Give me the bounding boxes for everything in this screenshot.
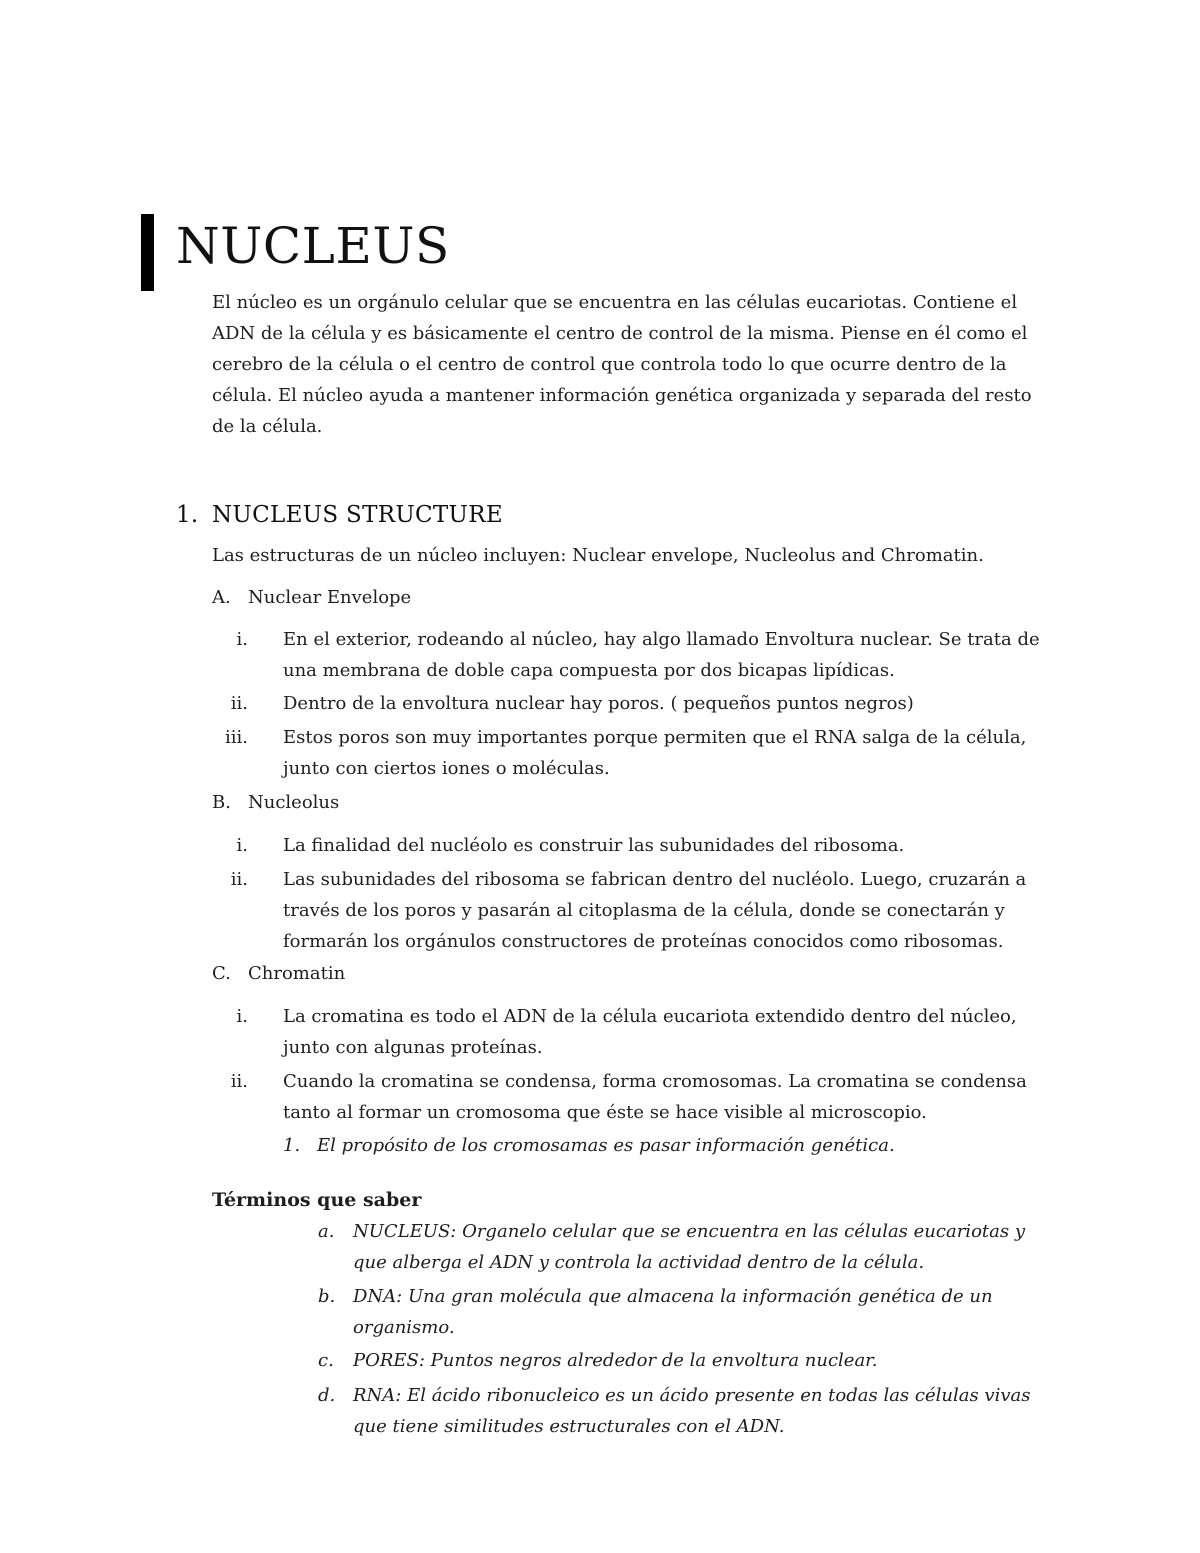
list-marker: ii. — [230, 693, 248, 714]
term-item — [318, 1345, 1038, 1376]
list-item-text: Las subunidades del ribosoma se fabrican dentro del nucléolo. Luego, cruzarán a través de los poros y pasarán al citoplasma de la célula, donde se conectarán y formarán los orgánulos constructores de proteínas conocidos como ribosomas. — [283, 869, 1027, 952]
list-marker: ii. — [230, 1071, 248, 1092]
subsection-letter: B. — [212, 792, 231, 813]
list-item-text: Estos poros son muy importantes porque permiten que el RNA salga de la célula, junto con ciertos iones o moléculas. — [283, 727, 1027, 779]
page-title: NUCLEUS — [176, 217, 450, 275]
section-heading — [176, 498, 503, 532]
list-marker: ii. — [230, 869, 248, 890]
list-item-text: Dentro de la envoltura nuclear hay poros. ( pequeños puntos negros) — [283, 693, 914, 714]
list-item — [220, 624, 1050, 686]
subsection-heading-nuclear-envelope — [212, 582, 411, 613]
term-marker: a. — [318, 1221, 335, 1242]
list-item — [220, 688, 1050, 719]
term-marker: c. — [318, 1350, 334, 1371]
list-marker: i. — [236, 835, 248, 856]
term-marker: b. — [318, 1286, 336, 1307]
list-item-text: En el exterior, rodeando al núcleo, hay algo llamado Envoltura nuclear. Se trata de una membrana de doble capa compuesta por dos bicapas lipídicas. — [283, 629, 1040, 681]
list-item — [220, 1001, 1050, 1063]
list-item — [220, 722, 1050, 784]
list-marker: i. — [236, 1006, 248, 1027]
term-item — [318, 1380, 1038, 1442]
term-item — [318, 1216, 1038, 1278]
nested-list-item — [283, 1130, 895, 1161]
term-text: PORES: Puntos negros alrededor de la envoltura nuclear. — [353, 1350, 878, 1371]
list-item-text: La cromatina es todo el ADN de la célula eucariota extendido dentro del núcleo, junto con algunas proteínas. — [283, 1006, 1017, 1058]
subsection-heading-nucleolus — [212, 787, 339, 818]
list-item-text: Cuando la cromatina se condensa, forma cromosomas. La cromatina se condensa tanto al formar un cromosoma que éste se hace visible al microscopio. — [283, 1071, 1027, 1123]
term-item — [318, 1281, 1038, 1343]
subsection-title: Nuclear Envelope — [248, 587, 412, 608]
term-text: RNA: El ácido ribonucleico es un ácido presente en todas las células vivas que tiene similitudes estructurales con el ADN. — [353, 1385, 1031, 1437]
subsection-letter: C. — [212, 963, 231, 984]
list-item — [220, 830, 1050, 861]
title-accent-bar — [141, 214, 154, 291]
section-number: 1. — [176, 502, 199, 528]
subsection-heading-chromatin — [212, 958, 345, 989]
list-marker: 1. — [283, 1135, 301, 1156]
list-item — [220, 864, 1050, 957]
term-marker: d. — [318, 1385, 336, 1406]
section-intro: Las estructuras de un núcleo incluyen: Nuclear envelope, Nucleolus and Chromatin. — [212, 545, 984, 566]
list-item — [220, 1066, 1050, 1128]
terms-heading: Términos que saber — [212, 1189, 422, 1211]
list-marker: i. — [236, 629, 248, 650]
subsection-title: Chromatin — [248, 963, 346, 984]
list-marker: iii. — [225, 727, 248, 748]
subsection-letter: A. — [212, 587, 231, 608]
intro-paragraph: El núcleo es un orgánulo celular que se encuentra en las células eucariotas. Contiene el ADN de la célula y es básicamente el centro de control de la misma. Piense en él como el cerebro de la célula o el centro de control que controla todo lo que ocurre dentro de la célula. El núcleo ayuda a mantener información genética organizada y separada del resto de la célula. — [212, 292, 1032, 437]
term-text: NUCLEUS: Organelo celular que se encuentra en las células eucariotas y que alberga el ADN y controla la actividad dentro de la célula. — [353, 1221, 1025, 1273]
list-item-text: El propósito de los cromosamas es pasar información genética. — [317, 1135, 895, 1156]
list-item-text: La finalidad del nucléolo es construir las subunidades del ribosoma. — [283, 835, 905, 856]
term-text: DNA: Una gran molécula que almacena la información genética de un organismo. — [353, 1286, 993, 1338]
subsection-title: Nucleolus — [248, 792, 340, 813]
section-title: NUCLEUS STRUCTURE — [212, 502, 503, 528]
